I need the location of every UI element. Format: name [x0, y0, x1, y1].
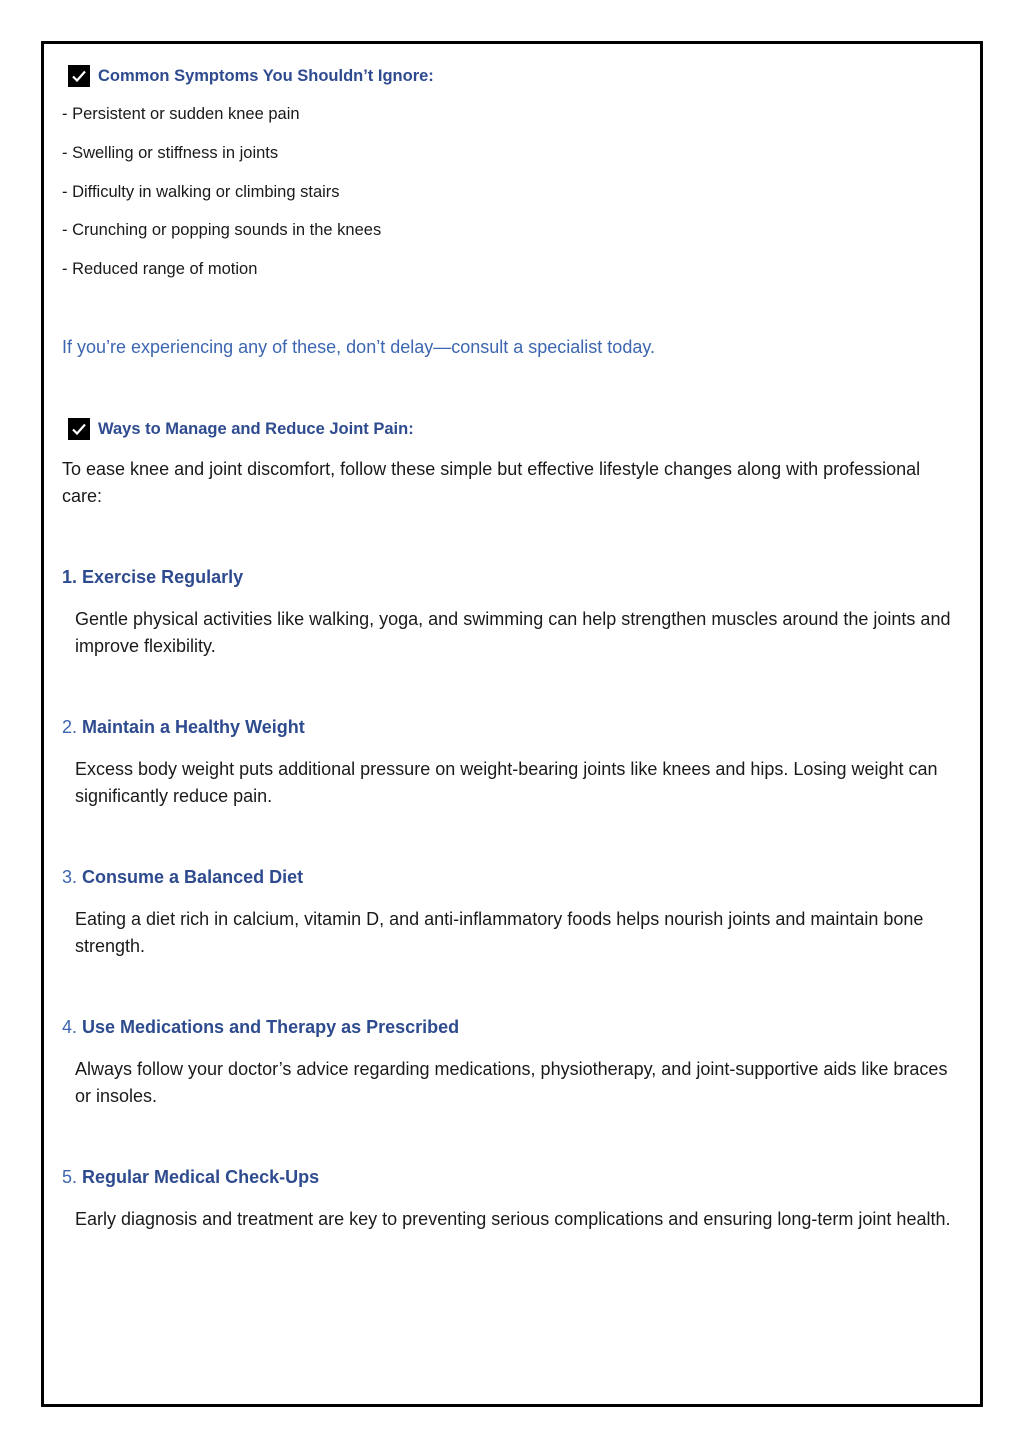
tip-title-text: Consume a Balanced Diet — [82, 867, 304, 887]
symptom-item: - Swelling or stiffness in joints — [62, 144, 279, 162]
page-frame — [41, 41, 983, 1407]
checkbox-check-icon — [68, 418, 90, 440]
symptom-item: - Persistent or sudden knee pain — [62, 105, 300, 123]
symptom-item: - Reduced range of motion — [62, 260, 258, 278]
specialist-callout: If you’re experiencing any of these, don’t delay—consult a specialist today. — [62, 337, 656, 357]
manage-heading — [62, 418, 962, 440]
tip-number: 2. — [62, 717, 78, 737]
tip-title — [62, 567, 962, 588]
tip-title-text: Use Medications and Therapy as Prescribed — [82, 1017, 460, 1037]
checkbox-check-icon — [68, 65, 90, 87]
manage-heading-text: Ways to Manage and Reduce Joint Pain: — [98, 419, 414, 438]
tip-number: 3. — [62, 867, 78, 887]
tip-title-text: Exercise Regularly — [82, 567, 244, 587]
manage-intro: To ease knee and joint discomfort, follow these simple but effective lifestyle changes along with professional care: — [62, 459, 921, 506]
tip-title — [62, 717, 962, 738]
symptom-item: - Difficulty in walking or climbing stairs — [62, 183, 340, 201]
tip-number: 5. — [62, 1167, 78, 1187]
tip-body: Excess body weight puts additional pressure on weight-bearing joints like knees and hips. Losing weight can significantly reduce pain. — [75, 759, 938, 806]
tip-number: 4. — [62, 1017, 78, 1037]
tip-body: Early diagnosis and treatment are key to preventing serious complications and ensuring long-term joint health. — [75, 1209, 951, 1229]
symptom-item: - Crunching or popping sounds in the knees — [62, 221, 382, 239]
tip-number: 1. — [62, 567, 78, 587]
document-content — [44, 44, 980, 1404]
tip-body: Always follow your doctor’s advice regarding medications, physiotherapy, and joint-supportive aids like braces or insoles. — [75, 1059, 948, 1106]
tip-title — [62, 1167, 962, 1188]
tip-title — [62, 867, 962, 888]
symptoms-heading — [62, 65, 962, 87]
tip-title-text: Maintain a Healthy Weight — [82, 717, 305, 737]
tip-title-text: Regular Medical Check-Ups — [82, 1167, 320, 1187]
tip-title — [62, 1017, 962, 1038]
tip-body: Gentle physical activities like walking, yoga, and swimming can help strengthen muscles around the joints and improve flexibility. — [75, 609, 951, 656]
tip-body: Eating a diet rich in calcium, vitamin D, and anti-inflammatory foods helps nourish joints and maintain bone strength. — [75, 909, 924, 956]
symptoms-heading-text: Common Symptoms You Shouldn’t Ignore: — [98, 66, 434, 85]
